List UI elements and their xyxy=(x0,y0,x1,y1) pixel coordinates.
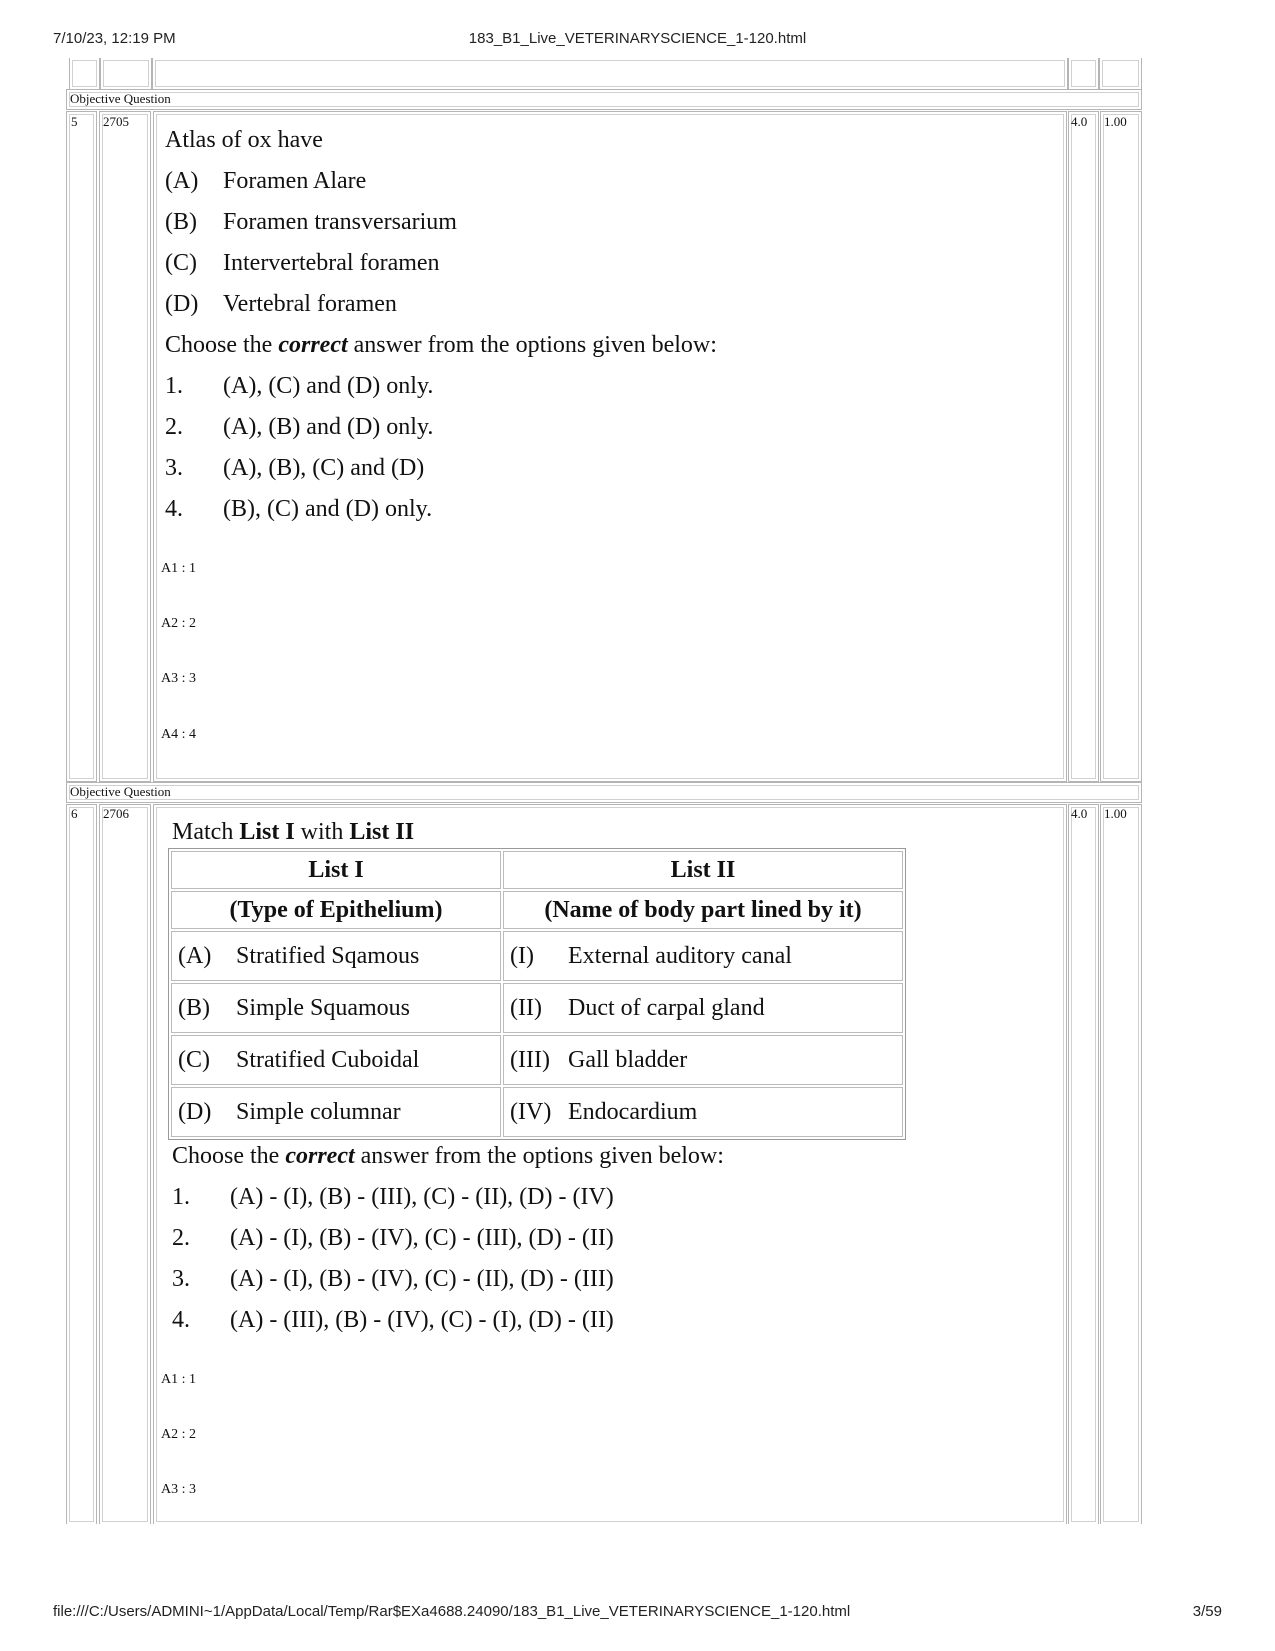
match-key: (D) xyxy=(178,1098,212,1125)
q6-option-text: (A) - (I), (B) - (IV), (C) - (II), (D) - (III) xyxy=(230,1266,614,1292)
q6-stem-part: Match xyxy=(172,819,240,845)
q5-instruction xyxy=(165,332,717,359)
q5-instruction-post: answer from the options given below: xyxy=(347,332,717,358)
q5-section-header xyxy=(66,89,1142,110)
q6-qid: 2706 xyxy=(103,806,129,821)
match-table-subheader-row xyxy=(171,891,903,929)
top-remnant-cell-qid xyxy=(100,58,152,90)
match-value: Endocardium xyxy=(568,1098,698,1125)
top-remnant-cell-marks xyxy=(1068,58,1099,90)
q6-cell-marks xyxy=(1068,804,1099,1524)
match-value: Gall bladder xyxy=(568,1046,688,1073)
q6-option-number: 3. xyxy=(172,1266,190,1292)
q6-answer-code: A2 : 2 xyxy=(161,1427,196,1442)
q5-statement-text: Vertebral foramen xyxy=(223,291,397,317)
q6-option-text: (A) - (III), (B) - (IV), (C) - (I), (D) - (II) xyxy=(230,1307,614,1333)
q5-option-number: 3. xyxy=(165,455,183,481)
q5-stem: Atlas of ox have xyxy=(165,127,323,153)
q5-section-label: Objective Question xyxy=(70,91,171,106)
q5-statement-key: (D) xyxy=(165,291,199,317)
match-table-row xyxy=(171,931,903,981)
match-value: Stratified Cuboidal xyxy=(236,1046,420,1073)
q6-instruction-emphasis: correct xyxy=(285,1143,355,1169)
q6-answer-code: A1 : 1 xyxy=(161,1372,196,1387)
match-key: (C) xyxy=(178,1046,210,1073)
match-table-row xyxy=(171,983,903,1033)
match-table-cell xyxy=(503,931,903,981)
top-remnant-cell-body xyxy=(152,58,1068,90)
q6-stem-list2: List II xyxy=(349,819,415,845)
q6-option-text: (A) - (I), (B) - (III), (C) - (II), (D) - (IV) xyxy=(230,1184,614,1210)
q6-section-header xyxy=(66,782,1142,803)
q6-option-number: 2. xyxy=(172,1225,190,1251)
q5-statement-key: (C) xyxy=(165,250,197,276)
q5-option-text: (B), (C) and (D) only. xyxy=(223,496,433,522)
match-key: (A) xyxy=(178,942,212,969)
match-table-cell xyxy=(503,1087,903,1137)
match-value: Simple columnar xyxy=(236,1098,401,1125)
match-value: Duct of carpal gland xyxy=(568,994,765,1021)
q5-option-number: 4. xyxy=(165,496,183,522)
q5-instruction-emphasis: correct xyxy=(278,332,348,358)
match-table-cell xyxy=(503,983,903,1033)
q6-sno: 6 xyxy=(71,806,78,821)
print-title: 183_B1_Live_VETERINARYSCIENCE_1-120.html xyxy=(468,30,807,47)
q6-cell-neg xyxy=(1100,804,1142,1524)
print-file-path: file:///C:/Users/ADMINI~1/AppData/Local/Temp/Rar$EXa4688.24090/183_B1_Live_VETERINARYSCIENCE_1-120.html xyxy=(53,1603,851,1620)
match-table-cell xyxy=(171,983,501,1033)
match-table-cell xyxy=(503,1035,903,1085)
match-table-cell xyxy=(171,931,501,981)
top-remnant-cell-sno xyxy=(69,58,100,90)
match-table-header-row xyxy=(171,851,903,889)
match-table-row xyxy=(171,1035,903,1085)
q6-match-table xyxy=(168,848,906,1140)
q5-statement-key: (B) xyxy=(165,209,197,235)
match-table-header-list1: List I xyxy=(171,851,501,889)
q5-option-number: 2. xyxy=(165,414,183,440)
match-value: Simple Squamous xyxy=(236,994,411,1021)
match-value: External auditory canal xyxy=(568,942,792,969)
q5-statement-text: Intervertebral foramen xyxy=(223,250,440,276)
q5-answer-code: A1 : 1 xyxy=(161,561,196,576)
match-key: (III) xyxy=(510,1046,550,1073)
q5-cell-neg xyxy=(1100,111,1142,782)
q6-stem xyxy=(172,819,414,846)
q5-cell-marks xyxy=(1068,111,1099,782)
q5-answer-code: A3 : 3 xyxy=(161,671,196,686)
q6-stem-list1: List I xyxy=(239,819,295,845)
q6-cell-sno xyxy=(66,804,97,1524)
match-value: Stratified Sqamous xyxy=(236,942,420,969)
q5-option-text: (A), (B) and (D) only. xyxy=(223,414,434,440)
q5-answer-code: A4 : 4 xyxy=(161,727,196,742)
match-table-subheader-list1: (Type of Epithelium) xyxy=(171,891,501,929)
match-key: (IV) xyxy=(510,1098,552,1125)
q6-negative: 1.00 xyxy=(1104,806,1127,821)
q6-marks: 4.0 xyxy=(1071,806,1088,821)
q5-statement-text: Foramen transversarium xyxy=(223,209,457,235)
q5-sno: 5 xyxy=(71,114,78,129)
q6-instruction-pre: Choose the xyxy=(172,1143,286,1169)
q6-answer-code: A3 : 3 xyxy=(161,1482,196,1497)
q5-qid: 2705 xyxy=(103,114,129,129)
match-table-subheader-list2: (Name of body part lined by it) xyxy=(503,891,903,929)
q6-instruction xyxy=(172,1143,724,1170)
q6-stem-part: with xyxy=(294,819,350,845)
match-table-header-list2: List II xyxy=(503,851,903,889)
q6-instruction-post: answer from the options given below: xyxy=(354,1143,724,1169)
q6-option-number: 4. xyxy=(172,1307,190,1333)
match-table-row xyxy=(171,1087,903,1137)
q5-marks: 4.0 xyxy=(1071,114,1088,129)
top-remnant-cell-neg xyxy=(1099,58,1142,90)
q5-statement-text: Foramen Alare xyxy=(223,168,367,194)
print-datetime: 7/10/23, 12:19 PM xyxy=(53,30,176,47)
q5-instruction-pre: Choose the xyxy=(165,332,279,358)
print-page-number: 3/59 xyxy=(1192,1603,1222,1620)
q5-cell-sno xyxy=(66,111,97,782)
q5-negative: 1.00 xyxy=(1104,114,1127,129)
q5-statement-key: (A) xyxy=(165,168,199,194)
q5-option-text: (A), (B), (C) and (D) xyxy=(223,455,425,481)
q5-option-number: 1. xyxy=(165,373,183,399)
q6-cell-qid xyxy=(99,804,151,1524)
q5-cell-qid xyxy=(99,111,151,782)
q6-option-text: (A) - (I), (B) - (IV), (C) - (III), (D) - (II) xyxy=(230,1225,614,1251)
q6-option-number: 1. xyxy=(172,1184,190,1210)
match-table-cell xyxy=(171,1035,501,1085)
match-key: (I) xyxy=(510,942,534,969)
q5-option-text: (A), (C) and (D) only. xyxy=(223,373,434,399)
match-table-cell xyxy=(171,1087,501,1137)
q5-answer-code: A2 : 2 xyxy=(161,616,196,631)
q6-section-label: Objective Question xyxy=(70,784,171,799)
match-key: (II) xyxy=(510,994,542,1021)
match-key: (B) xyxy=(178,994,210,1021)
